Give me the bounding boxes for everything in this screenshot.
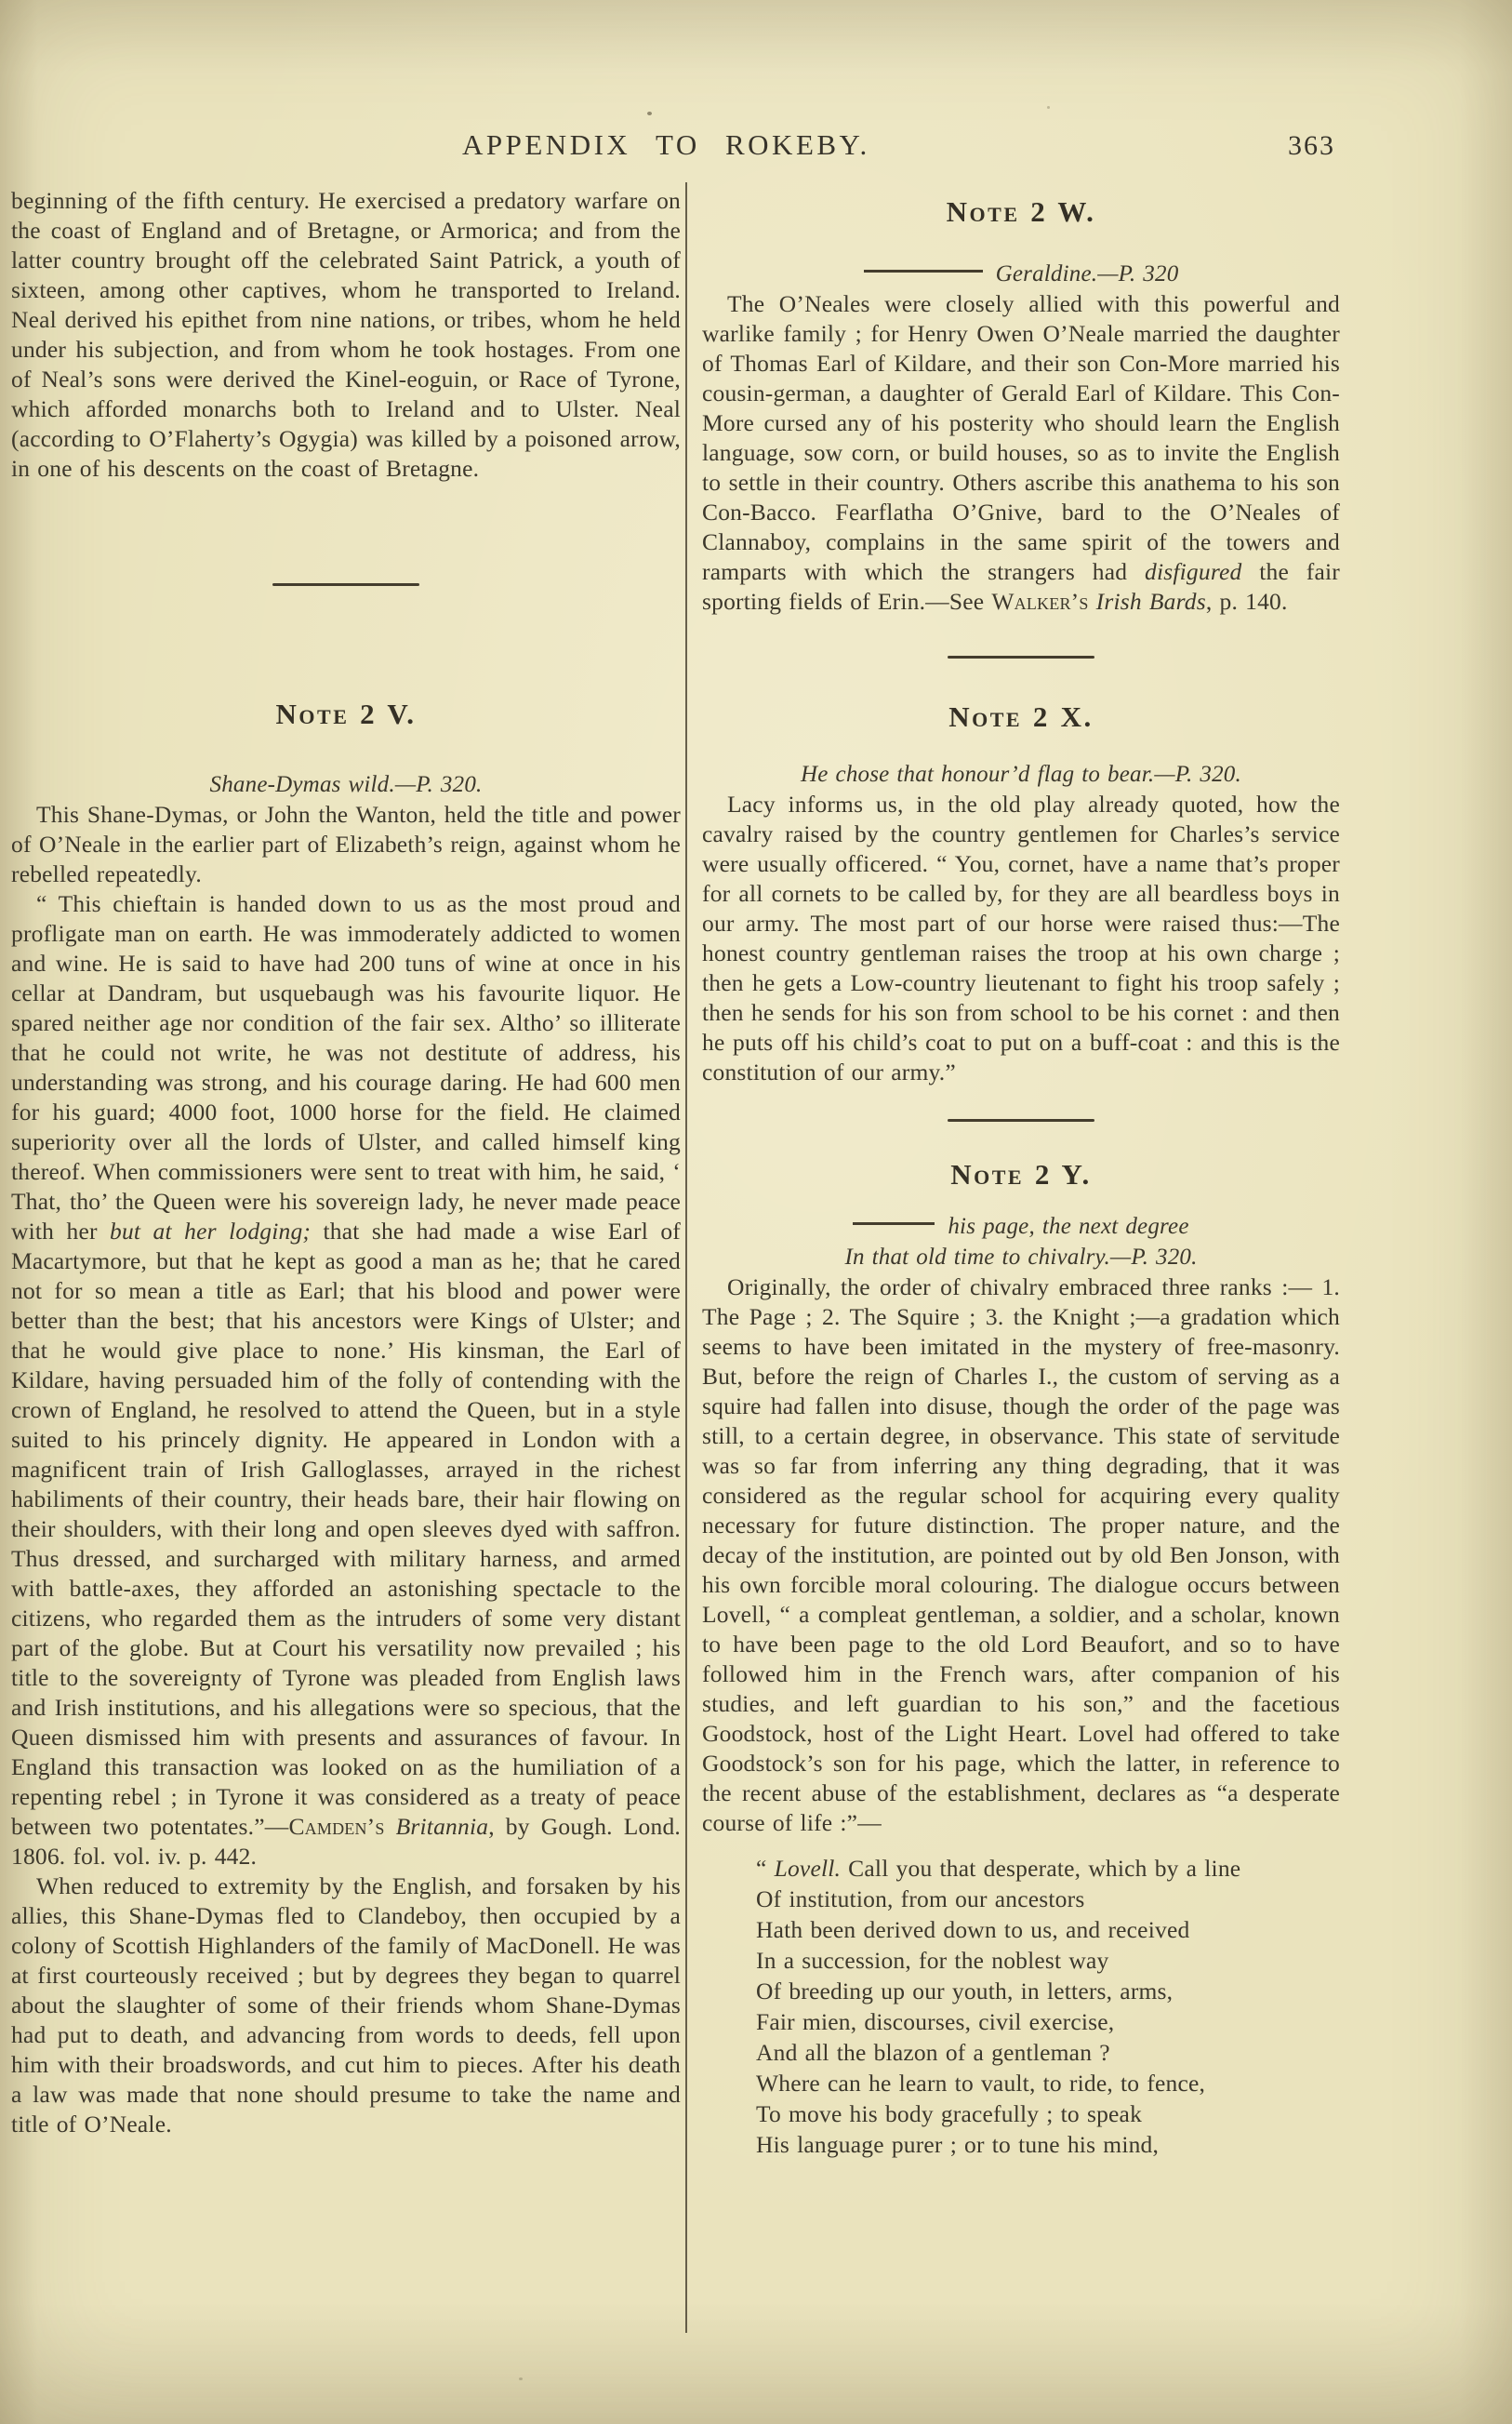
verse-line: In a succession, for the noblest way: [756, 1947, 1109, 1974]
note-2v-paragraph-intro: This Shane-Dymas, or John the Wanton, held the title and power of O’Neale in the earlier part of Elizabeth’s reign, against whom he rebelled repeatedly.: [11, 801, 681, 887]
note-2y-citation-line1-text: his page, the next degree: [948, 1214, 1189, 1239]
note-2v-citation: Shane-Dymas wild.—P. 320.: [209, 772, 483, 797]
plain-text: [385, 1813, 396, 1840]
plain-text: the fair sporting fields of Erin.—See: [702, 558, 1340, 615]
italic-text: Irish Bards: [1095, 588, 1206, 615]
italic-text: Britannia: [395, 1813, 489, 1840]
note-2y-citation-line2: In that old time to chivalry.—P. 320.: [844, 1245, 1198, 1270]
italic-text: but at her lodging;: [110, 1218, 312, 1245]
plain-text: [1089, 588, 1096, 615]
note-2x-paragraph: Lacy informs us, in the old play already quoted, how the cavalry raised by the country gentlemen for Charles’s service were usually officered. “ You, cornet, have a name that’s proper for all cornets to be called by, for they are all beardless boys in our army. The most part of our horse were raised thus:—The honest country gentleman raises the troop at his own charge ; then he gets a Low-country lieutenant to fight his troop safely ; then he sends for his son from school to be his cornet : and then he puts off his child’s coat to put on a buff-coat : and this is the constitution of our army.”: [702, 791, 1340, 1085]
verse-line: Of breeding up our youth, in letters, arms,: [756, 1978, 1174, 2004]
section-rule: [948, 656, 1094, 659]
continuation-paragraph: beginning of the fifth century. He exercised a predatory warfare on the coast of England and of Bretagne, or Armorica; and from the latter country brought off the celebrated Saint Patrick, a youth of sixteen, among other captives, whom he transported to Ireland. Neal derived his epithet from nine nations, or tribes, whom he held under his subjection, and from whom he took hostages. From one of Neal’s sons were derived the Kinel-eoguin, or Race of Tyrone, which afforded monarchs both to Ireland and to Ulster. Neal (according to O’Flaherty’s Ogygia) was killed by a poisoned arrow, in one of his descents on the coast of Bretagne.: [11, 187, 681, 482]
note-2v-paragraph-final: When reduced to extremity by the English, and forsaken by his allies, this Shane-Dymas fled to Clandeboy, then occupied by a colony of Scottish Highlanders of the family of MacDonell. He was at first courteously received ; but by degrees they began to quarrel about the slaughter of some of their friends whom Shane-Dymas had put to death, and advancing from words to deeds, fell upon him with their broadswords, and cut him to pieces. After his death a law was made that none should presume to take the name and title of O’Neale.: [11, 1872, 681, 2138]
scan-speck: [519, 2377, 523, 2380]
italic-text: Lovell.: [774, 1855, 842, 1882]
note-2y-citation: [702, 1211, 1340, 1272]
right-column: [702, 189, 1340, 2160]
note-2x-citation: He chose that honour’d flag to bear.—P. 320.: [801, 762, 1241, 787]
left-column: [11, 186, 681, 2139]
page-number: 363: [1288, 130, 1335, 161]
verse-line: Where can he learn to vault, to ride, to fence,: [756, 2070, 1206, 2097]
italic-text: disfigured: [1145, 558, 1242, 585]
note-2y-heading: Note 2 Y.: [950, 1158, 1092, 1191]
citation-dash: [853, 1222, 935, 1225]
page-header-title: APPENDIX TO ROKEBY.: [462, 128, 870, 161]
verse-line: Of institution, from our ancestors: [756, 1885, 1085, 1912]
column-divider: [685, 182, 687, 2333]
verse-line: And all the blazon of a gentleman ?: [756, 2039, 1110, 2066]
verse-line: [756, 1853, 1340, 1884]
verse-line: Fair mien, discourses, civil exercise,: [756, 2008, 1115, 2035]
plain-text: “ This chieftain is handed down to us as the most proud and profligate man on earth. He was immoderately addicted to women and wine. He is said to have had 200 tuns of wine at once in his cellar at Dandram, but usquebaugh was his favourite liquor. He spared neither age nor condition of the fair sex. Altho’ so illiterate that he could not write, he was not destitute of address, his understanding was strong, and his courage daring. He had 600 men for his guard; 4000 foot, 1000 horse for the field. He claimed superiority over all the lords of Ulster, and called himself king thereof. When commissioners were sent to treat with him, he said, ‘ That, tho’ the Queen were his sovereign lady, he never made peace with her: [11, 890, 681, 1245]
verse-line: His language purer ; or to tune his mind,: [756, 2131, 1160, 2158]
plain-text: , p. 140.: [1205, 588, 1288, 615]
verse-block: [702, 1853, 1340, 2160]
note-2w-heading: Note 2 W.: [946, 195, 1096, 228]
citation-dash: [864, 270, 983, 273]
plain-text: Call you that desperate, which by a line: [841, 1855, 1241, 1882]
note-2w-citation: [702, 259, 1340, 289]
note-2w-paragraph: [702, 289, 1340, 617]
small-caps-text: Walker’s: [991, 588, 1089, 615]
note-2x-heading: Note 2 X.: [948, 700, 1094, 733]
note-2v-paragraph-quote: [11, 889, 681, 1871]
section-rule: [948, 1119, 1094, 1122]
note-2y-paragraph: Originally, the order of chivalry embraced three ranks :— 1. The Page ; 2. The Squire ; 3. the Knight ;—a gradation which seems to have been imitated in the mystery of free-masonry. But, before the reign of Charles I., the custom of serving as a squire had fallen into disuse, though the order of the page was still, to a certain degree, in observance. This state of servitude was so far from inferring any thing degrading, that it was considered as the regular school for acquiring every quality necessary for future distinction. The proper nature, and the decay of the institution, are pointed out by old Ben Jonson, with his own forcible moral colouring. The dialogue occurs between Lovell, “ a compleat gentleman, a soldier, and a scholar, known to have been page to the old Lord Beaufort, and so to have followed him in the French wars, after companion of his studies, and left guardian to his son,” and the facetious Goodstock, host of the Light Heart. Lovel had offered to take Goodstock’s son for his page, which the latter, in reference to the recent abuse of the establishment, declares as “a desperate course of life :”—: [702, 1273, 1340, 1836]
verse-line: Hath been derived down to us, and received: [756, 1916, 1190, 1943]
plain-text: “: [756, 1855, 775, 1882]
plain-text: The O’Neales were closely allied with this powerful and warlike family ; for Henry Owen O’Neale married the daughter of Thomas Earl of Kildare, and their son Con-More married his cousin-german, a daughter of Gerald Earl of Kildare. This Con-More cursed any of his posterity who should learn the English language, sow corn, or build houses, so as to invite the English to settle in their country. Others ascribe this anathema to his son Con-Bacco. Fearflatha O’Gnive, bard to the O’Neales of Clannaboy, complains in the same spirit of the towers and ramparts with which the strangers had: [702, 290, 1340, 585]
note-2w-citation-text: Geraldine.—P. 320: [995, 261, 1179, 286]
plain-text: , by Gough. Lond. 1806. fol. vol. iv. p. 442.: [11, 1813, 681, 1870]
note-2v-heading: Note 2 V.: [275, 698, 417, 730]
section-rule: [272, 583, 419, 586]
plain-text: that she had made a wise Earl of Macartymore, but that he kept as good a man as he; that he cared not for so mean a title as Earl; that his blood and power were better than the best; that his ancestors were Kings of Ulster; and that he would give place to none.’ His kinsman, the Earl of Kildare, having persuaded him of the folly of contending with the crown of England, he resolved to attend the Queen, but in a style suited to his princely dignity. He appeared in London with a magnificent train of Irish Galloglasses, arrayed in the richest habiliments of their country, their heads bare, their hair flowing on their shoulders, with their long and open sleeves dyed with saffron. Thus dressed, and surcharged with military harness, and armed with battle-axes, they afforded an astonishing spectacle to the citizens, who regarded them as the intruders of some very distant part of the globe. But at Court his versatility now prevailed ; his title to the sovereignty of Tyrone was pleaded from English laws and Irish institutions, and his allegations were so specious, that the Queen dismissed him with presents and assurances of favour. In England this transaction was looked on as the humiliation of a repenting rebel ; in Tyrone it was considered as a treaty of peace between two potentates.”—: [11, 1218, 681, 1840]
scan-speck: [1047, 106, 1050, 109]
verse-line: To move his body gracefully ; to speak: [756, 2100, 1143, 2127]
scan-speck: [647, 112, 652, 115]
small-caps-text: Camden’s: [288, 1813, 385, 1840]
note-2y-citation-line1: [702, 1211, 1340, 1242]
